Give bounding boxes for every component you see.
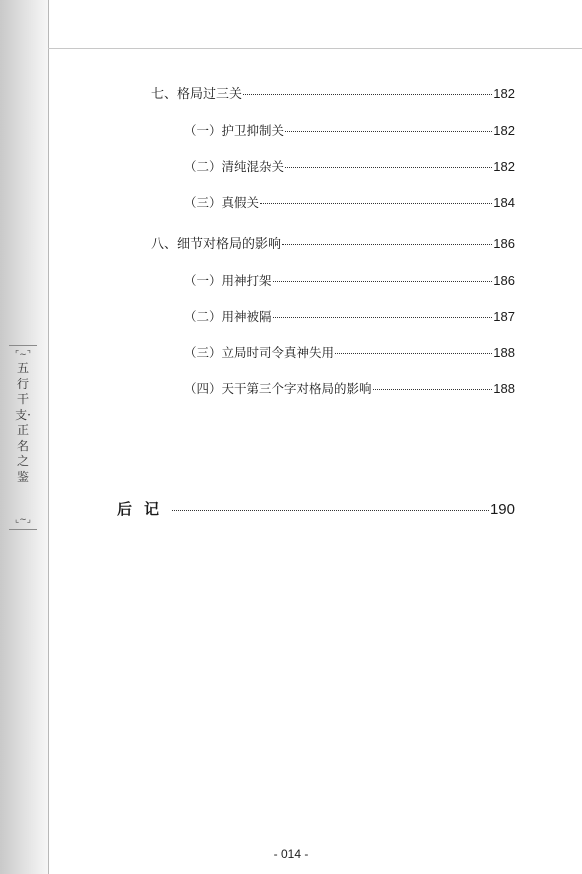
- dot-leader: [285, 130, 492, 132]
- spine-top-rule: [9, 345, 37, 346]
- spine-bottom-ornament: ⌞~⌟: [15, 515, 31, 525]
- toc-entry-page: 186: [493, 273, 515, 288]
- toc-entry-page: 182: [493, 86, 515, 101]
- toc-entry-label: （一）用神打架: [184, 273, 272, 288]
- toc-entry-page: 188: [493, 345, 515, 360]
- spine-top-ornament: ⌜~⌝: [15, 350, 31, 360]
- dot-leader: [172, 509, 489, 511]
- toc-entry-label: （四）天干第三个字对格局的影响: [184, 381, 372, 396]
- toc-entry-page: 190: [489, 501, 515, 518]
- toc-entry-page: 187: [493, 309, 515, 324]
- dot-leader: [373, 388, 493, 390]
- book-spine-margin: [0, 0, 49, 874]
- page-number: - 014 -: [273, 847, 309, 861]
- toc-entry-label: 八、细节对格局的影响: [151, 237, 282, 252]
- toc-entry-label: （一）护卫抑制关: [184, 123, 285, 138]
- toc-entry-page: 188: [493, 381, 515, 396]
- toc-entry-8-2[interactable]: [184, 307, 515, 325]
- toc-entry-afterword[interactable]: [117, 498, 515, 519]
- toc-entry-8-1[interactable]: [184, 271, 515, 289]
- dot-leader: [243, 93, 492, 95]
- toc-entry-section-8[interactable]: [151, 233, 515, 252]
- spine-bottom-rule: [9, 529, 37, 530]
- toc-entry-label: 七、格局过三关: [151, 87, 243, 102]
- toc-entry-page: 186: [493, 236, 515, 251]
- toc-entry-7-3[interactable]: [184, 193, 515, 211]
- toc-entry-section-7[interactable]: [151, 83, 515, 102]
- toc-entry-page: 184: [493, 195, 515, 210]
- toc-entry-7-1[interactable]: [184, 121, 515, 139]
- dot-leader: [273, 280, 493, 282]
- toc-entry-8-3[interactable]: [184, 343, 515, 361]
- toc-entry-page: 182: [493, 159, 515, 174]
- header-rule: [48, 48, 582, 49]
- dot-leader: [335, 352, 492, 354]
- dot-leader: [282, 243, 492, 245]
- dot-leader: [285, 166, 492, 168]
- toc-entry-label: 后记: [117, 500, 172, 518]
- toc-entry-7-2[interactable]: [184, 157, 515, 175]
- toc-entry-page: 182: [493, 123, 515, 138]
- dot-leader: [273, 316, 493, 318]
- toc-entry-label: （三）真假关: [184, 195, 260, 210]
- toc-entry-label: （二）用神被隔: [184, 309, 272, 324]
- spine-book-title: 五行干支·正名之鉴: [15, 361, 31, 484]
- toc-entry-label: （三）立局时司令真神失用: [184, 345, 335, 360]
- dot-leader: [260, 202, 492, 204]
- toc-entry-8-4[interactable]: [184, 379, 515, 397]
- toc-entry-label: （二）清纯混杂关: [184, 159, 285, 174]
